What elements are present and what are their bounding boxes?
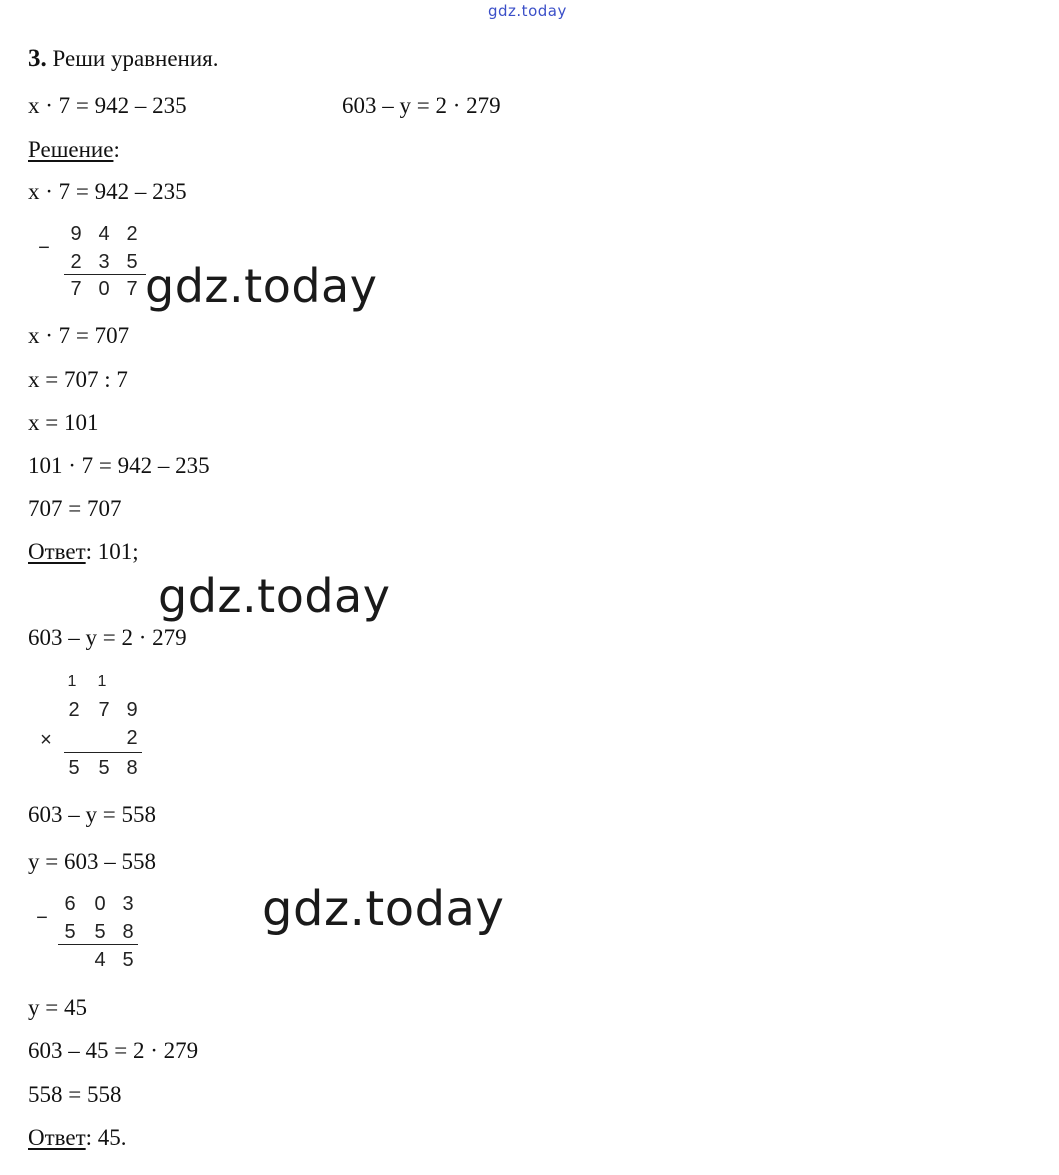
digit: 5 xyxy=(64,921,76,943)
digit: 3 xyxy=(122,893,134,915)
digit: 5 xyxy=(94,921,106,943)
part2-step-4: 603 – 45 = 2 · 279 xyxy=(28,1038,199,1063)
part1-step-4: 101 · 7 = 942 – 235 xyxy=(28,453,210,478)
part1-equation: x · 7 = 942 – 235 xyxy=(28,179,187,204)
part2-step-5: 558 = 558 xyxy=(28,1082,122,1107)
part1-answer xyxy=(28,538,139,566)
answer-value: : 101; xyxy=(85,539,139,564)
answer-value: : 45. xyxy=(85,1125,127,1150)
column-rule xyxy=(64,752,142,753)
watermark-2: gdz.today xyxy=(158,569,391,623)
watermark-1: gdz.today xyxy=(145,259,378,313)
solution-heading xyxy=(28,136,120,164)
digit: 0 xyxy=(98,278,110,300)
part2-answer xyxy=(28,1124,127,1152)
answer-label: Ответ xyxy=(28,1125,86,1150)
column-rule xyxy=(64,274,146,275)
task-number: 3. xyxy=(28,45,47,72)
equation-1: x · 7 = 942 – 235 xyxy=(28,93,187,118)
digit: 2 xyxy=(70,251,82,273)
digit: 8 xyxy=(122,921,134,943)
digit: 7 xyxy=(126,278,138,300)
task-title: Реши уравнения. xyxy=(52,46,219,71)
column-subtraction-2 xyxy=(30,892,150,974)
carry-digit: 1 xyxy=(97,673,107,690)
digit: 4 xyxy=(98,223,110,245)
digit: 2 xyxy=(126,727,138,749)
digit: 7 xyxy=(70,278,82,300)
equation-2: 603 – y = 2 · 279 xyxy=(342,93,501,118)
digit: 9 xyxy=(70,223,82,245)
digit: 5 xyxy=(98,757,110,779)
carry-digit: 1 xyxy=(67,673,77,690)
column-rule xyxy=(58,944,138,945)
part1-step-1: x · 7 = 707 xyxy=(28,323,130,348)
part1-step-5: 707 = 707 xyxy=(28,496,122,521)
digit: 5 xyxy=(122,949,134,971)
digit: 7 xyxy=(98,699,110,721)
part1-step-3: x = 101 xyxy=(28,410,99,435)
digit: 5 xyxy=(68,757,80,779)
task-heading xyxy=(28,45,219,73)
times-sign: × xyxy=(40,729,52,751)
part2-step-2: y = 603 – 558 xyxy=(28,849,156,874)
part2-step-1: 603 – y = 558 xyxy=(28,802,156,827)
digit: 2 xyxy=(126,223,138,245)
column-subtraction-1 xyxy=(30,222,150,302)
digit: 2 xyxy=(68,699,80,721)
minus-sign: − xyxy=(36,907,48,929)
digit: 6 xyxy=(64,893,76,915)
digit: 0 xyxy=(94,893,106,915)
answer-label: Ответ xyxy=(28,539,86,564)
digit: 3 xyxy=(98,251,110,273)
part1-step-2: x = 707 : 7 xyxy=(28,367,128,392)
solution-colon: : xyxy=(113,137,120,162)
watermark-3: gdz.today xyxy=(262,881,505,937)
digit: 9 xyxy=(126,699,138,721)
watermark-top: gdz.today xyxy=(488,2,567,20)
part2-step-3: y = 45 xyxy=(28,995,87,1020)
digit: 4 xyxy=(94,949,106,971)
part2-equation: 603 – y = 2 · 279 xyxy=(28,625,187,650)
digit: 5 xyxy=(126,251,138,273)
minus-sign: − xyxy=(38,237,50,259)
digit: 8 xyxy=(126,757,138,779)
column-multiplication xyxy=(30,670,150,782)
solution-label: Решение xyxy=(28,137,114,162)
